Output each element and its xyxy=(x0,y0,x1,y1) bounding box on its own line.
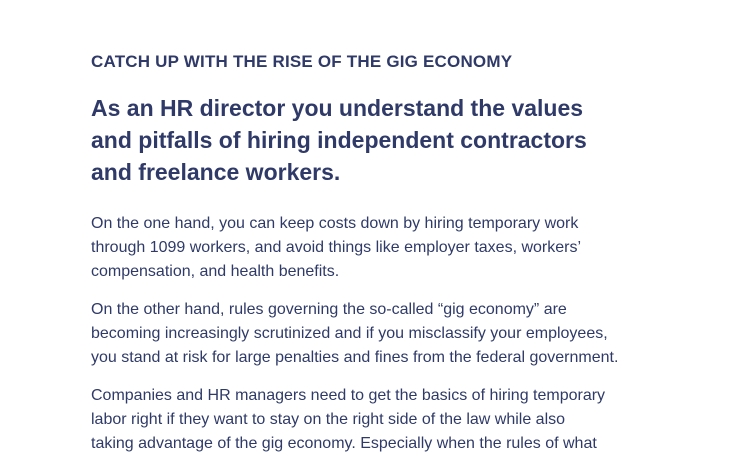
headline-line: and freelance workers. xyxy=(91,159,341,185)
paragraph-three xyxy=(91,384,605,456)
paragraph-line: becoming increasingly scrutinized and if you misclassify your employees, xyxy=(91,325,608,342)
section-eyebrow: CATCH UP WITH THE RISE OF THE GIG ECONOMY xyxy=(91,52,513,71)
paragraph-line: compensation, and health benefits. xyxy=(91,263,340,280)
paragraph-one xyxy=(91,212,581,284)
paragraph-line: through 1099 workers, and avoid things like employer taxes, workers’ xyxy=(91,239,582,256)
headline-line: and pitfalls of hiring independent contractors xyxy=(91,127,587,153)
paragraph-two xyxy=(91,298,618,370)
paragraph-line: On the one hand, you can keep costs down by hiring temporary work xyxy=(91,215,579,232)
headline xyxy=(91,92,587,188)
paragraph-line: On the other hand, rules governing the so-called “gig economy” are xyxy=(91,301,567,318)
paragraph-line: Companies and HR managers need to get the basics of hiring temporary xyxy=(91,387,606,404)
paragraph-line: taking advantage of the gig economy. Especially when the rules of what xyxy=(91,435,597,452)
paragraph-line: labor right if they want to stay on the right side of the law while also xyxy=(91,411,566,428)
paragraph-line: you stand at risk for large penalties and fines from the federal government. xyxy=(91,349,619,366)
headline-line: As an HR director you understand the values xyxy=(91,95,584,121)
document-page xyxy=(91,0,691,452)
